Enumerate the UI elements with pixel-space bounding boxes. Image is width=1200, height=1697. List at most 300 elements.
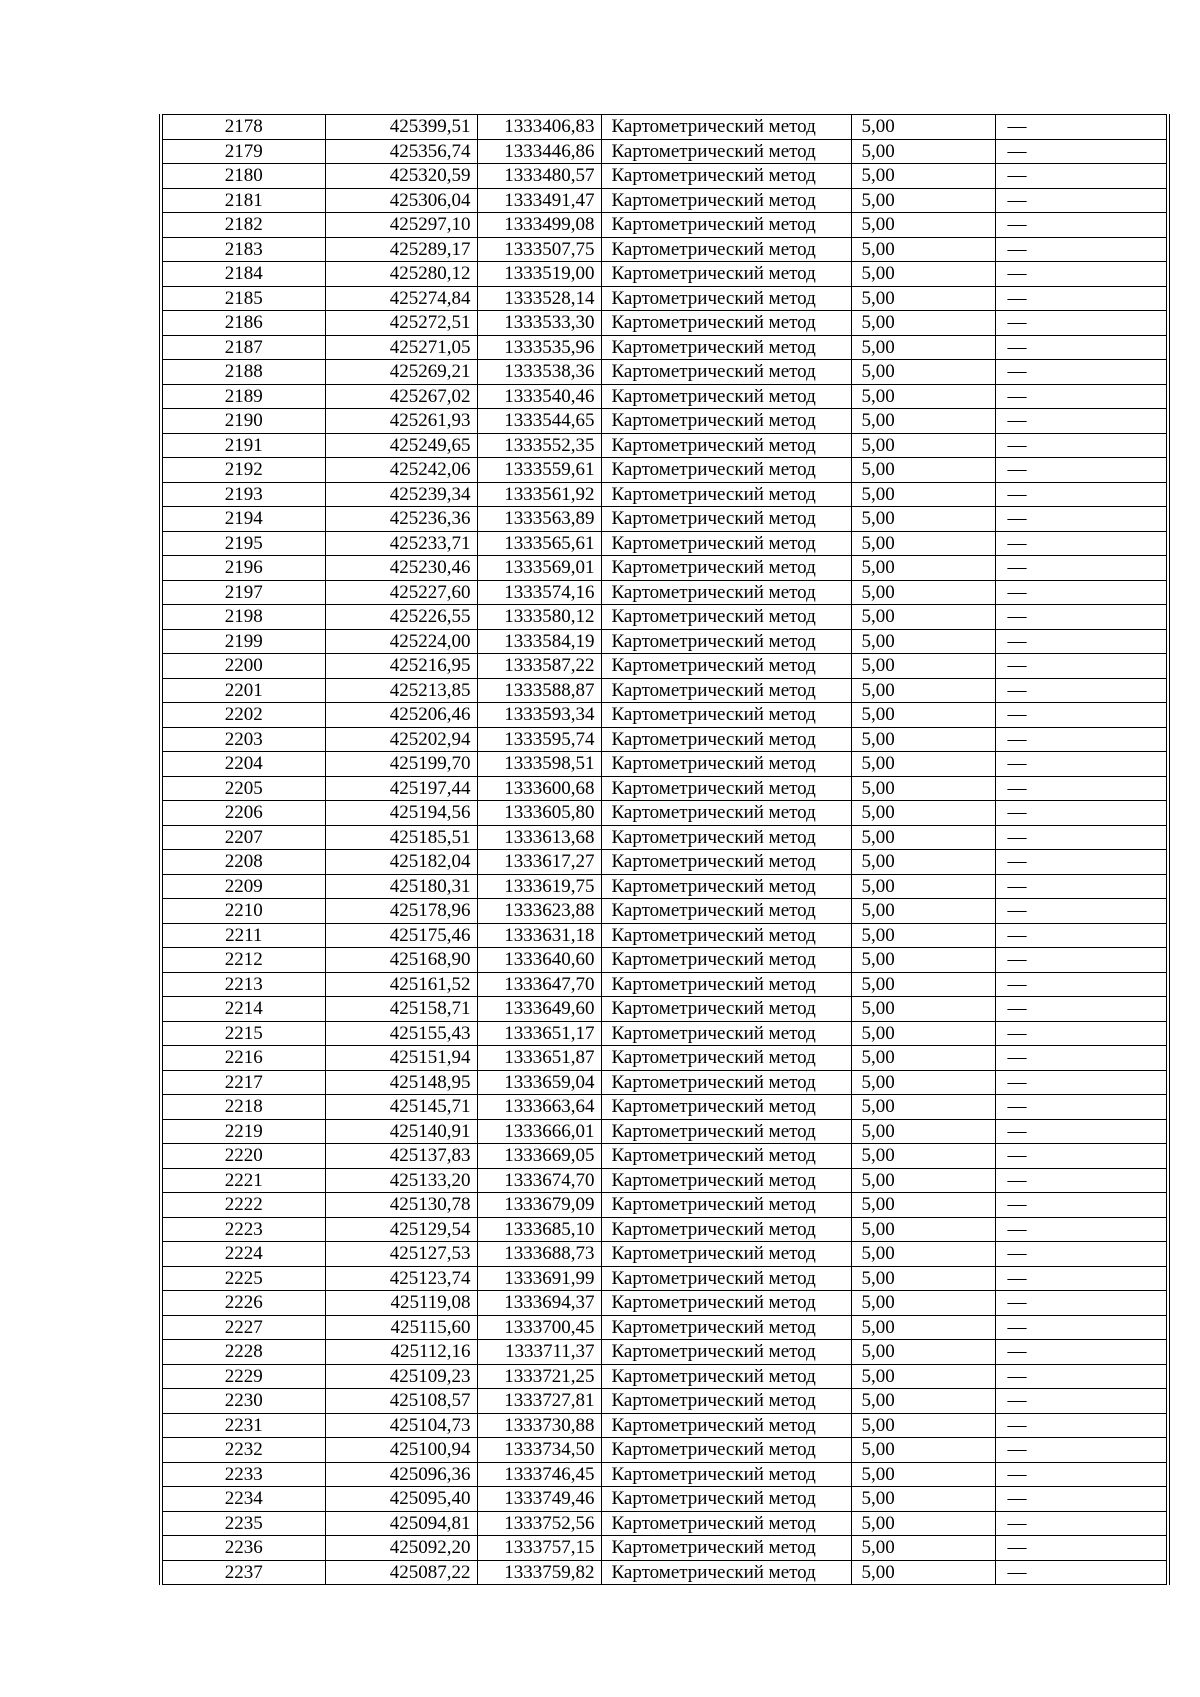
point-number-cell: 2236: [161, 1536, 325, 1561]
table-row: [161, 825, 1168, 850]
note-cell: —: [995, 1462, 1168, 1487]
accuracy-cell: 5,00: [851, 1291, 995, 1316]
note-cell: —: [995, 923, 1168, 948]
table-row: [161, 948, 1168, 973]
accuracy-cell: 5,00: [851, 1462, 995, 1487]
point-number-cell: 2193: [161, 482, 325, 507]
table-row: [161, 1095, 1168, 1120]
table-row: [161, 1070, 1168, 1095]
note-cell: —: [995, 654, 1168, 679]
method-cell: Картометрический метод: [601, 899, 851, 924]
x-coordinate-cell: 425175,46: [325, 923, 477, 948]
point-number-cell: 2181: [161, 188, 325, 213]
method-cell: Картометрический метод: [601, 286, 851, 311]
table-row: [161, 531, 1168, 556]
method-cell: Картометрический метод: [601, 1144, 851, 1169]
accuracy-cell: 5,00: [851, 874, 995, 899]
table-row: [161, 1438, 1168, 1463]
method-cell: Картометрический метод: [601, 580, 851, 605]
method-cell: Картометрический метод: [601, 1266, 851, 1291]
point-number-cell: 2188: [161, 360, 325, 385]
method-cell: Картометрический метод: [601, 458, 851, 483]
method-cell: Картометрический метод: [601, 1536, 851, 1561]
table-row: [161, 311, 1168, 336]
table-row: [161, 286, 1168, 311]
y-coordinate-cell: 1333491,47: [477, 188, 601, 213]
table-row: [161, 972, 1168, 997]
method-cell: Картометрический метод: [601, 752, 851, 777]
y-coordinate-cell: 1333700,45: [477, 1315, 601, 1340]
note-cell: —: [995, 776, 1168, 801]
table-row: [161, 164, 1168, 189]
point-number-cell: 2195: [161, 531, 325, 556]
point-number-cell: 2229: [161, 1364, 325, 1389]
note-cell: —: [995, 409, 1168, 434]
note-cell: —: [995, 997, 1168, 1022]
method-cell: Картометрический метод: [601, 972, 851, 997]
method-cell: Картометрический метод: [601, 1242, 851, 1267]
method-cell: Картометрический метод: [601, 1119, 851, 1144]
note-cell: —: [995, 1070, 1168, 1095]
x-coordinate-cell: 425148,95: [325, 1070, 477, 1095]
accuracy-cell: 5,00: [851, 972, 995, 997]
point-number-cell: 2189: [161, 384, 325, 409]
x-coordinate-cell: 425289,17: [325, 237, 477, 262]
x-coordinate-cell: 425137,83: [325, 1144, 477, 1169]
note-cell: —: [995, 311, 1168, 336]
y-coordinate-cell: 1333406,83: [477, 115, 601, 140]
point-number-cell: 2204: [161, 752, 325, 777]
method-cell: Картометрический метод: [601, 605, 851, 630]
method-cell: Картометрический метод: [601, 629, 851, 654]
note-cell: —: [995, 1119, 1168, 1144]
method-cell: Картометрический метод: [601, 1560, 851, 1585]
coordinates-table-wrapper: [159, 114, 1166, 1585]
table-row: [161, 262, 1168, 287]
note-cell: —: [995, 360, 1168, 385]
method-cell: Картометрический метод: [601, 997, 851, 1022]
point-number-cell: 2194: [161, 507, 325, 532]
point-number-cell: 2209: [161, 874, 325, 899]
note-cell: —: [995, 139, 1168, 164]
note-cell: —: [995, 1413, 1168, 1438]
note-cell: —: [995, 948, 1168, 973]
x-coordinate-cell: 425226,55: [325, 605, 477, 630]
table-row: [161, 188, 1168, 213]
x-coordinate-cell: 425306,04: [325, 188, 477, 213]
method-cell: Картометрический метод: [601, 1095, 851, 1120]
y-coordinate-cell: 1333711,37: [477, 1340, 601, 1365]
y-coordinate-cell: 1333535,96: [477, 335, 601, 360]
note-cell: —: [995, 237, 1168, 262]
accuracy-cell: 5,00: [851, 1119, 995, 1144]
accuracy-cell: 5,00: [851, 727, 995, 752]
accuracy-cell: 5,00: [851, 482, 995, 507]
point-number-cell: 2224: [161, 1242, 325, 1267]
method-cell: Картометрический метод: [601, 776, 851, 801]
note-cell: —: [995, 188, 1168, 213]
point-number-cell: 2237: [161, 1560, 325, 1585]
point-number-cell: 2203: [161, 727, 325, 752]
method-cell: Картометрический метод: [601, 531, 851, 556]
method-cell: Картометрический метод: [601, 1389, 851, 1414]
y-coordinate-cell: 1333598,51: [477, 752, 601, 777]
note-cell: —: [995, 1487, 1168, 1512]
method-cell: Картометрический метод: [601, 1070, 851, 1095]
x-coordinate-cell: 425119,08: [325, 1291, 477, 1316]
table-row: [161, 874, 1168, 899]
point-number-cell: 2196: [161, 556, 325, 581]
table-row: [161, 115, 1168, 140]
method-cell: Картометрический метод: [601, 1511, 851, 1536]
method-cell: Картометрический метод: [601, 1217, 851, 1242]
accuracy-cell: 5,00: [851, 1193, 995, 1218]
point-number-cell: 2228: [161, 1340, 325, 1365]
x-coordinate-cell: 425178,96: [325, 899, 477, 924]
point-number-cell: 2227: [161, 1315, 325, 1340]
x-coordinate-cell: 425133,20: [325, 1168, 477, 1193]
y-coordinate-cell: 1333730,88: [477, 1413, 601, 1438]
x-coordinate-cell: 425202,94: [325, 727, 477, 752]
note-cell: —: [995, 1046, 1168, 1071]
accuracy-cell: 5,00: [851, 1266, 995, 1291]
accuracy-cell: 5,00: [851, 1364, 995, 1389]
point-number-cell: 2225: [161, 1266, 325, 1291]
method-cell: Картометрический метод: [601, 335, 851, 360]
method-cell: Картометрический метод: [601, 1168, 851, 1193]
x-coordinate-cell: 425399,51: [325, 115, 477, 140]
x-coordinate-cell: 425297,10: [325, 213, 477, 238]
y-coordinate-cell: 1333584,19: [477, 629, 601, 654]
x-coordinate-cell: 425280,12: [325, 262, 477, 287]
method-cell: Картометрический метод: [601, 1291, 851, 1316]
y-coordinate-cell: 1333595,74: [477, 727, 601, 752]
method-cell: Картометрический метод: [601, 1462, 851, 1487]
y-coordinate-cell: 1333544,65: [477, 409, 601, 434]
accuracy-cell: 5,00: [851, 115, 995, 140]
note-cell: —: [995, 678, 1168, 703]
x-coordinate-cell: 425199,70: [325, 752, 477, 777]
accuracy-cell: 5,00: [851, 164, 995, 189]
note-cell: —: [995, 703, 1168, 728]
method-cell: Картометрический метод: [601, 1438, 851, 1463]
accuracy-cell: 5,00: [851, 1144, 995, 1169]
y-coordinate-cell: 1333746,45: [477, 1462, 601, 1487]
point-number-cell: 2213: [161, 972, 325, 997]
table-row: [161, 801, 1168, 826]
note-cell: —: [995, 458, 1168, 483]
method-cell: Картометрический метод: [601, 115, 851, 140]
method-cell: Картометрический метод: [601, 1046, 851, 1071]
x-coordinate-cell: 425242,06: [325, 458, 477, 483]
coordinates-table: [159, 114, 1170, 1585]
accuracy-cell: 5,00: [851, 899, 995, 924]
point-number-cell: 2198: [161, 605, 325, 630]
x-coordinate-cell: 425182,04: [325, 850, 477, 875]
method-cell: Картометрический метод: [601, 825, 851, 850]
x-coordinate-cell: 425224,00: [325, 629, 477, 654]
accuracy-cell: 5,00: [851, 1389, 995, 1414]
y-coordinate-cell: 1333727,81: [477, 1389, 601, 1414]
table-row: [161, 1144, 1168, 1169]
y-coordinate-cell: 1333574,16: [477, 580, 601, 605]
point-number-cell: 2219: [161, 1119, 325, 1144]
y-coordinate-cell: 1333588,87: [477, 678, 601, 703]
x-coordinate-cell: 425092,20: [325, 1536, 477, 1561]
point-number-cell: 2216: [161, 1046, 325, 1071]
note-cell: —: [995, 1242, 1168, 1267]
y-coordinate-cell: 1333749,46: [477, 1487, 601, 1512]
x-coordinate-cell: 425274,84: [325, 286, 477, 311]
y-coordinate-cell: 1333552,35: [477, 433, 601, 458]
y-coordinate-cell: 1333691,99: [477, 1266, 601, 1291]
accuracy-cell: 5,00: [851, 654, 995, 679]
x-coordinate-cell: 425320,59: [325, 164, 477, 189]
point-number-cell: 2222: [161, 1193, 325, 1218]
note-cell: —: [995, 1315, 1168, 1340]
note-cell: —: [995, 1217, 1168, 1242]
accuracy-cell: 5,00: [851, 948, 995, 973]
point-number-cell: 2199: [161, 629, 325, 654]
point-number-cell: 2226: [161, 1291, 325, 1316]
note-cell: —: [995, 874, 1168, 899]
x-coordinate-cell: 425267,02: [325, 384, 477, 409]
accuracy-cell: 5,00: [851, 139, 995, 164]
accuracy-cell: 5,00: [851, 629, 995, 654]
table-row: [161, 629, 1168, 654]
note-cell: —: [995, 1364, 1168, 1389]
table-row: [161, 482, 1168, 507]
accuracy-cell: 5,00: [851, 286, 995, 311]
point-number-cell: 2233: [161, 1462, 325, 1487]
table-row: [161, 1340, 1168, 1365]
point-number-cell: 2190: [161, 409, 325, 434]
point-number-cell: 2200: [161, 654, 325, 679]
table-row: [161, 1364, 1168, 1389]
method-cell: Картометрический метод: [601, 188, 851, 213]
accuracy-cell: 5,00: [851, 678, 995, 703]
x-coordinate-cell: 425140,91: [325, 1119, 477, 1144]
note-cell: —: [995, 850, 1168, 875]
table-row: [161, 1046, 1168, 1071]
y-coordinate-cell: 1333538,36: [477, 360, 601, 385]
table-row: [161, 1291, 1168, 1316]
y-coordinate-cell: 1333651,17: [477, 1021, 601, 1046]
y-coordinate-cell: 1333569,01: [477, 556, 601, 581]
method-cell: Картометрический метод: [601, 923, 851, 948]
x-coordinate-cell: 425161,52: [325, 972, 477, 997]
method-cell: Картометрический метод: [601, 654, 851, 679]
table-row: [161, 1168, 1168, 1193]
x-coordinate-cell: 425356,74: [325, 139, 477, 164]
accuracy-cell: 5,00: [851, 1413, 995, 1438]
note-cell: —: [995, 286, 1168, 311]
point-number-cell: 2182: [161, 213, 325, 238]
point-number-cell: 2234: [161, 1487, 325, 1512]
accuracy-cell: 5,00: [851, 580, 995, 605]
x-coordinate-cell: 425197,44: [325, 776, 477, 801]
table-row: [161, 507, 1168, 532]
x-coordinate-cell: 425233,71: [325, 531, 477, 556]
y-coordinate-cell: 1333666,01: [477, 1119, 601, 1144]
table-row: [161, 213, 1168, 238]
accuracy-cell: 5,00: [851, 801, 995, 826]
accuracy-cell: 5,00: [851, 1168, 995, 1193]
note-cell: —: [995, 605, 1168, 630]
point-number-cell: 2214: [161, 997, 325, 1022]
accuracy-cell: 5,00: [851, 605, 995, 630]
accuracy-cell: 5,00: [851, 752, 995, 777]
method-cell: Картометрический метод: [601, 703, 851, 728]
y-coordinate-cell: 1333619,75: [477, 874, 601, 899]
accuracy-cell: 5,00: [851, 1217, 995, 1242]
accuracy-cell: 5,00: [851, 1340, 995, 1365]
y-coordinate-cell: 1333649,60: [477, 997, 601, 1022]
point-number-cell: 2218: [161, 1095, 325, 1120]
y-coordinate-cell: 1333540,46: [477, 384, 601, 409]
x-coordinate-cell: 425239,34: [325, 482, 477, 507]
table-row: [161, 556, 1168, 581]
note-cell: —: [995, 629, 1168, 654]
y-coordinate-cell: 1333659,04: [477, 1070, 601, 1095]
accuracy-cell: 5,00: [851, 850, 995, 875]
method-cell: Картометрический метод: [601, 801, 851, 826]
table-row: [161, 1511, 1168, 1536]
y-coordinate-cell: 1333519,00: [477, 262, 601, 287]
accuracy-cell: 5,00: [851, 384, 995, 409]
point-number-cell: 2187: [161, 335, 325, 360]
method-cell: Картометрический метод: [601, 409, 851, 434]
method-cell: Картометрический метод: [601, 507, 851, 532]
table-row: [161, 335, 1168, 360]
accuracy-cell: 5,00: [851, 1315, 995, 1340]
point-number-cell: 2220: [161, 1144, 325, 1169]
note-cell: —: [995, 482, 1168, 507]
table-row: [161, 360, 1168, 385]
y-coordinate-cell: 1333640,60: [477, 948, 601, 973]
table-row: [161, 752, 1168, 777]
y-coordinate-cell: 1333446,86: [477, 139, 601, 164]
note-cell: —: [995, 1389, 1168, 1414]
table-row: [161, 678, 1168, 703]
x-coordinate-cell: 425109,23: [325, 1364, 477, 1389]
table-row: [161, 654, 1168, 679]
accuracy-cell: 5,00: [851, 825, 995, 850]
y-coordinate-cell: 1333561,92: [477, 482, 601, 507]
method-cell: Картометрический метод: [601, 384, 851, 409]
x-coordinate-cell: 425123,74: [325, 1266, 477, 1291]
note-cell: —: [995, 727, 1168, 752]
point-number-cell: 2178: [161, 115, 325, 140]
y-coordinate-cell: 1333499,08: [477, 213, 601, 238]
note-cell: —: [995, 433, 1168, 458]
y-coordinate-cell: 1333507,75: [477, 237, 601, 262]
x-coordinate-cell: 425249,65: [325, 433, 477, 458]
point-number-cell: 2215: [161, 1021, 325, 1046]
accuracy-cell: 5,00: [851, 507, 995, 532]
method-cell: Картометрический метод: [601, 1193, 851, 1218]
note-cell: —: [995, 1095, 1168, 1120]
method-cell: Картометрический метод: [601, 262, 851, 287]
x-coordinate-cell: 425194,56: [325, 801, 477, 826]
x-coordinate-cell: 425180,31: [325, 874, 477, 899]
table-row: [161, 1536, 1168, 1561]
table-row: [161, 727, 1168, 752]
x-coordinate-cell: 425129,54: [325, 1217, 477, 1242]
note-cell: —: [995, 1193, 1168, 1218]
method-cell: Картометрический метод: [601, 948, 851, 973]
method-cell: Картометрический метод: [601, 1315, 851, 1340]
method-cell: Картометрический метод: [601, 727, 851, 752]
x-coordinate-cell: 425269,21: [325, 360, 477, 385]
accuracy-cell: 5,00: [851, 409, 995, 434]
accuracy-cell: 5,00: [851, 1487, 995, 1512]
y-coordinate-cell: 1333580,12: [477, 605, 601, 630]
method-cell: Картометрический метод: [601, 850, 851, 875]
table-row: [161, 899, 1168, 924]
accuracy-cell: 5,00: [851, 1242, 995, 1267]
note-cell: —: [995, 164, 1168, 189]
x-coordinate-cell: 425151,94: [325, 1046, 477, 1071]
x-coordinate-cell: 425261,93: [325, 409, 477, 434]
table-row: [161, 605, 1168, 630]
table-row: [161, 384, 1168, 409]
y-coordinate-cell: 1333734,50: [477, 1438, 601, 1463]
x-coordinate-cell: 425095,40: [325, 1487, 477, 1512]
x-coordinate-cell: 425272,51: [325, 311, 477, 336]
y-coordinate-cell: 1333559,61: [477, 458, 601, 483]
table-row: [161, 997, 1168, 1022]
point-number-cell: 2205: [161, 776, 325, 801]
y-coordinate-cell: 1333651,87: [477, 1046, 601, 1071]
table-row: [161, 139, 1168, 164]
method-cell: Картометрический метод: [601, 139, 851, 164]
note-cell: —: [995, 752, 1168, 777]
point-number-cell: 2179: [161, 139, 325, 164]
coordinates-table-body: [161, 115, 1168, 1585]
x-coordinate-cell: 425087,22: [325, 1560, 477, 1585]
y-coordinate-cell: 1333685,10: [477, 1217, 601, 1242]
accuracy-cell: 5,00: [851, 1511, 995, 1536]
y-coordinate-cell: 1333587,22: [477, 654, 601, 679]
point-number-cell: 2201: [161, 678, 325, 703]
accuracy-cell: 5,00: [851, 531, 995, 556]
y-coordinate-cell: 1333613,68: [477, 825, 601, 850]
method-cell: Картометрический метод: [601, 237, 851, 262]
point-number-cell: 2232: [161, 1438, 325, 1463]
y-coordinate-cell: 1333480,57: [477, 164, 601, 189]
accuracy-cell: 5,00: [851, 776, 995, 801]
accuracy-cell: 5,00: [851, 997, 995, 1022]
accuracy-cell: 5,00: [851, 458, 995, 483]
table-row: [161, 458, 1168, 483]
method-cell: Картометрический метод: [601, 433, 851, 458]
point-number-cell: 2230: [161, 1389, 325, 1414]
x-coordinate-cell: 425168,90: [325, 948, 477, 973]
note-cell: —: [995, 1021, 1168, 1046]
note-cell: —: [995, 1144, 1168, 1169]
table-row: [161, 1193, 1168, 1218]
accuracy-cell: 5,00: [851, 1095, 995, 1120]
table-row: [161, 1462, 1168, 1487]
method-cell: Картометрический метод: [601, 1487, 851, 1512]
x-coordinate-cell: 425216,95: [325, 654, 477, 679]
table-row: [161, 1266, 1168, 1291]
note-cell: —: [995, 1536, 1168, 1561]
y-coordinate-cell: 1333721,25: [477, 1364, 601, 1389]
method-cell: Картометрический метод: [601, 311, 851, 336]
point-number-cell: 2191: [161, 433, 325, 458]
